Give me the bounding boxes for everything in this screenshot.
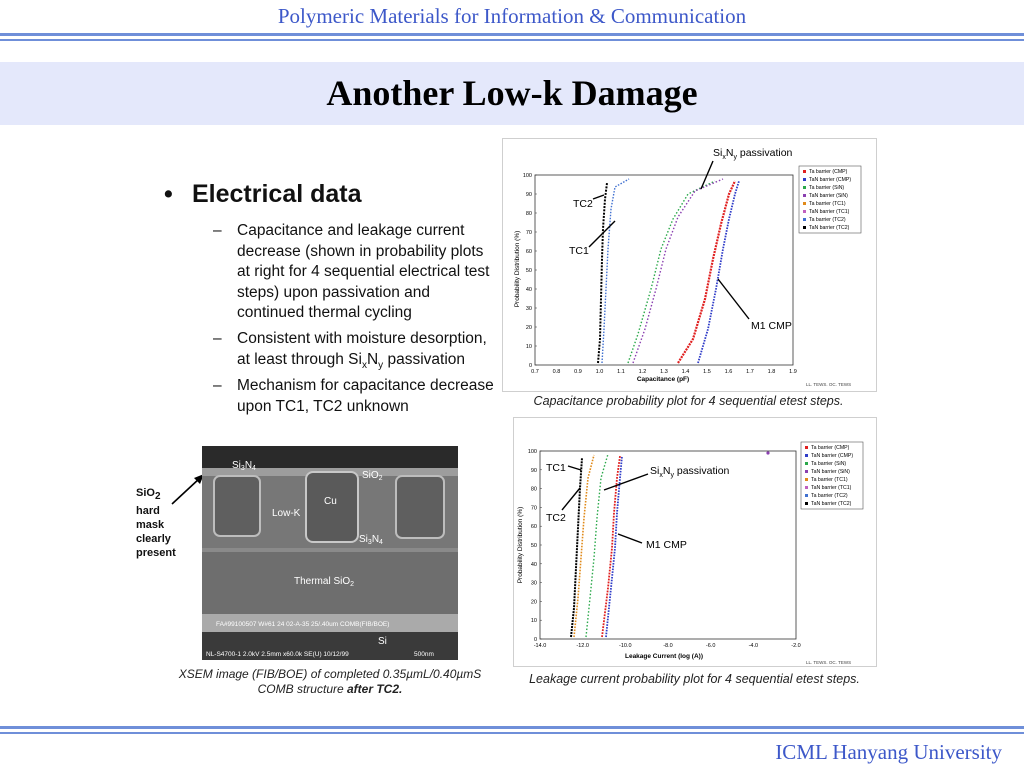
sem-scale: 500nm — [414, 651, 434, 658]
sem-caption: XSEM image (FIB/BOE) of completed 0.35µmL/0.40µmS COMB structure after TC2. — [178, 667, 482, 696]
slide-title: Another Low-k Damage — [326, 73, 698, 113]
capacitance-caption: Capacitance probability plot for 4 sequential etest steps. — [533, 394, 844, 408]
cap-xtick-label: 1.1 — [617, 369, 625, 375]
legend-label: Ta barrier (TC2) — [811, 493, 848, 499]
cap-xtick-label: 0.9 — [574, 369, 582, 375]
legend-label: Ta barrier (TC1) — [809, 201, 846, 207]
sem-image — [202, 446, 458, 660]
legend-swatch — [803, 194, 806, 197]
sub-bullet-3 — [213, 376, 498, 417]
legend-label: Ta barrier (SiN) — [811, 461, 847, 467]
legend-label: Ta barrier (CMP) — [809, 169, 848, 175]
legend-swatch — [805, 502, 808, 505]
legend-swatch — [805, 454, 808, 457]
leak-tc1-label: TC1 — [546, 462, 566, 474]
cap-xtick-label: 1.8 — [767, 369, 776, 375]
leakage-caption: Leakage current probability plot for 4 sequential etest steps. — [529, 672, 860, 686]
cap-ytick-label: 70 — [525, 230, 532, 236]
legend-label: TaN barrier (TC2) — [809, 225, 850, 231]
leak-xtick-label: -14.0 — [533, 643, 547, 649]
leak-ytick-label: 40 — [530, 561, 537, 568]
legend-swatch — [803, 218, 806, 221]
leak-xtick-label: -8.0 — [663, 643, 673, 649]
sem-image-svg — [202, 446, 458, 660]
capacitance-plot-svg — [503, 139, 876, 391]
header-rule-thin — [0, 39, 1024, 41]
leak-passivation-label: $Si_xN_y$ passivation — [650, 465, 730, 479]
cap-xtick-label: 1.9 — [789, 369, 797, 375]
leak-tc2-label: TC2 — [546, 512, 566, 524]
leak-xtick-label: -6.0 — [705, 643, 716, 649]
legend-label: TaN barrier (SiN) — [811, 469, 850, 475]
sem-cu-label: Cu — [324, 496, 337, 507]
bullet-electrical-data — [164, 180, 362, 209]
leak-ytick-label: 90 — [530, 467, 537, 474]
sem-lowk-label: Low-K — [272, 508, 301, 519]
leak-xtick-label: -12.0 — [576, 643, 589, 649]
cap-ytick-label: 40 — [525, 287, 532, 293]
sub-bullet-1-text: Capacitance and leakage current decrease (shown in probability plots at right for 4 sequential electrical test steps) upon passivation and continued thermal cycling — [237, 222, 490, 321]
course-title: Polymeric Materials for Information & Communication — [277, 4, 747, 28]
legend-label: Ta barrier (CMP) — [811, 445, 850, 451]
sem-side-arrow — [170, 472, 206, 508]
legend-label: TaN barrier (TC1) — [809, 209, 850, 215]
cap-ytick-label: 80 — [525, 211, 532, 217]
bullet-dot: • — [164, 180, 173, 208]
cap-xtick-label: 1.4 — [681, 369, 690, 375]
cap-passivation-label: $Si_xN_y$ passivation — [713, 147, 793, 161]
leak-ytick-label: 50 — [530, 543, 537, 549]
legend-label: TaN barrier (SiN) — [809, 193, 848, 199]
sem-si3n4-mid-label: $Si_3N_4$ — [359, 534, 383, 546]
sem-si-label: Si — [378, 636, 387, 647]
cap-xtick-label: 0.8 — [552, 369, 561, 375]
cap-xtick-label: 1.3 — [660, 369, 668, 375]
leak-corner-text: LL. TEWS. OC. TEWS — [806, 660, 852, 665]
leak-ytick-label: 100 — [527, 449, 537, 455]
sem-thermal-label: Thermal SiO$_2$ — [294, 576, 355, 588]
cap-tc1-label: TC1 — [569, 245, 589, 257]
legend-label: TaN barrier (CMP) — [809, 177, 852, 183]
cap-xtick-label: 1.5 — [703, 369, 711, 375]
leak-ytick-label: 30 — [530, 580, 537, 587]
sub-bullet-2 — [213, 329, 498, 376]
legend-swatch — [803, 178, 806, 181]
leak-xtick-label: -10.0 — [619, 643, 632, 649]
sem-side-label: SiO$_2$ hard mask clearly present — [136, 487, 176, 560]
legend-swatch — [805, 494, 808, 497]
leak-xtick-label: -4.0 — [748, 643, 759, 649]
cap-ytick-label: 20 — [525, 325, 532, 331]
leak-ytick-label: 10 — [530, 618, 537, 625]
cap-xlabel: Capacitance (pF) — [636, 376, 690, 383]
legend-swatch — [805, 446, 808, 449]
cap-xtick-label: 1.2 — [638, 369, 647, 375]
leak-ytick-label: 80 — [530, 486, 537, 493]
legend-swatch — [803, 210, 806, 213]
leak-xlabel: Leakage Current (log (A)) — [624, 653, 704, 660]
legend-swatch — [805, 462, 808, 465]
sem-si3n4-top-label: $Si_3N_4$ — [232, 460, 256, 472]
leak-ytick-label: 60 — [530, 524, 537, 531]
cap-corner-text: LL. TEWS. OC. TEWS — [806, 382, 852, 387]
cap-xtick-label: 1.7 — [746, 369, 754, 375]
sem-sio2-label: SiO$_2$ — [362, 470, 383, 482]
legend-label: TaN barrier (TC1) — [811, 485, 852, 491]
legend-label: Ta barrier (TC1) — [811, 477, 848, 483]
sub-bullet-3-text: Mechanism for capacitance decrease upon TC1, TC2 unknown — [237, 377, 494, 415]
legend-swatch — [805, 470, 808, 473]
leakage-plot — [513, 417, 877, 667]
legend-swatch — [805, 486, 808, 489]
sub-bullet-1 — [213, 221, 498, 324]
legend-swatch — [803, 226, 806, 229]
legend-swatch — [803, 202, 806, 205]
legend-swatch — [803, 170, 806, 173]
footer-text: ICML Hanyang University — [775, 740, 1002, 764]
dash-icon: – — [213, 330, 222, 347]
legend-swatch — [803, 186, 806, 189]
cap-tc2-label: TC2 — [573, 198, 593, 210]
leak-ytick-label: 70 — [530, 505, 537, 512]
header-rule — [0, 33, 1024, 36]
leakage-plot-svg — [514, 418, 876, 666]
legend-label: TaN barrier (TC2) — [811, 501, 852, 507]
leak-m1cmp-label: M1 CMP — [646, 539, 687, 551]
dash-icon: – — [213, 377, 222, 394]
sub-bullet-2-text: Consistent with moisture desorption, at least through $Si_xN_y$ passivation — [237, 330, 487, 371]
legend-label: TaN barrier (CMP) — [811, 453, 854, 459]
cap-m1cmp-label: M1 CMP — [751, 320, 792, 332]
leak-ytick-label: 20 — [530, 599, 537, 606]
cap-ytick-label: 90 — [525, 192, 532, 198]
sem-meta: NL-S4700-1 2.0kV 2.5mm x60.0k SE(U) 10/12/99 — [206, 651, 349, 658]
leak-ytick-label: 0 — [533, 637, 537, 643]
cap-ytick-label: 60 — [525, 249, 532, 255]
footer-rule-thin — [0, 732, 1024, 734]
cap-ytick-label: 30 — [525, 306, 532, 312]
cap-ytick-label: 100 — [522, 173, 532, 179]
sem-fa-strip: FA#99100507 W#61 24 02-A-35 25/.40um COMB(FIB/BOE) — [216, 621, 390, 628]
cap-xtick-label: 1.6 — [724, 369, 733, 375]
cap-xtick-label: 1.0 — [595, 369, 604, 375]
footer-rule — [0, 726, 1024, 729]
cap-ytick-label: 50 — [525, 268, 532, 274]
dash-icon: – — [213, 222, 222, 239]
legend-label: Ta barrier (TC2) — [809, 217, 846, 223]
cap-ylabel: Probability Distribution (%) — [514, 230, 521, 308]
leak-ylabel: Probability Distribution (%) — [517, 506, 524, 584]
legend-label: Ta barrier (SiN) — [809, 185, 845, 191]
bullet-main-text: Electrical data — [192, 180, 362, 208]
capacitance-plot — [502, 138, 877, 392]
leak-xtick-label: -2.0 — [791, 643, 801, 649]
legend-swatch — [805, 478, 808, 481]
cap-ytick-label: 10 — [525, 344, 532, 350]
cap-ytick-label: 0 — [528, 363, 532, 369]
cap-xtick-label: 0.7 — [531, 369, 539, 375]
